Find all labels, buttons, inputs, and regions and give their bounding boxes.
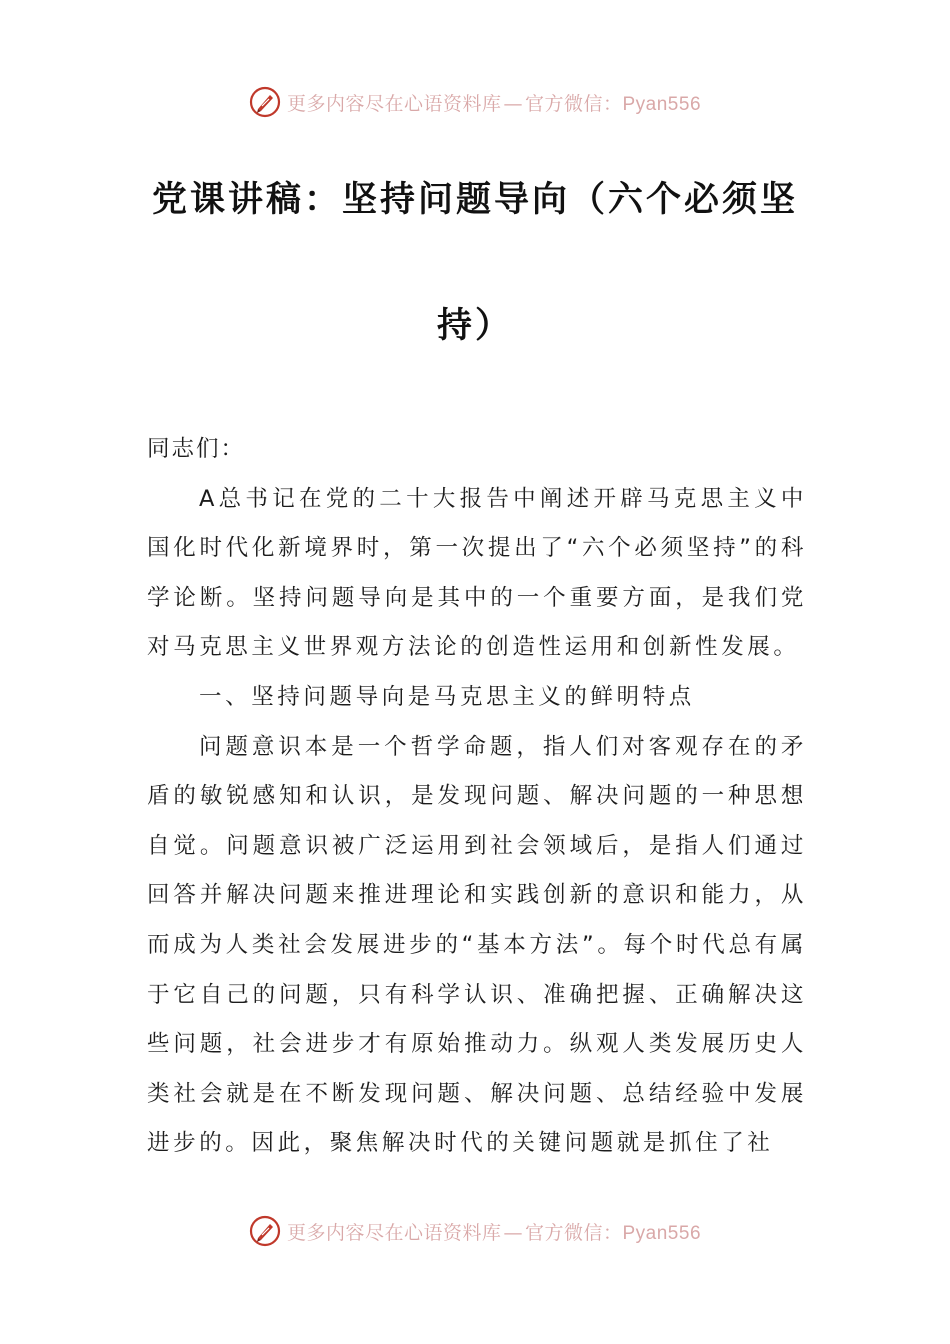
watermark-text: 更多内容尽在心语资料库 — 官方微信：Pyan556 (286, 1221, 702, 1244)
paragraph-2: 问题意识本是一个哲学命题，指人们对客观存在的矛盾的敏锐感知和认识，是发现问题、解决问题的一种思想自觉。问题意识被广泛运用到社会领域后，是指人们通过回答并解决问题来推进理论和实践创新的意识和能力，从而成为人类社会发展进步的“基本方法”。每个时代总有属于它自己的问题，只有科学认识、准确把握、正确解决这些问题，社会进步才有原始推动力。纵观人类发展历史人类社会就是在不断发现问题、解决问题、总结经验中发展进步的。因此，聚焦解决时代的关键问题就是抓住了社 (147, 733, 807, 1157)
watermark-account: Pyan556 (622, 1222, 702, 1244)
watermark-banner-bottom (0, 1211, 950, 1251)
document-body (147, 425, 807, 1169)
pen-logo-icon (249, 1215, 281, 1247)
section-heading-1: 一、坚持问题导向是马克思主义的鲜明特点 (199, 683, 695, 710)
paragraph-1: A总书记在党的二十大报告中阐述开辟马克思主义中国化时代化新境界时，第一次提出了“六个必须坚持”的科学论断。坚持问题导向是其中的一个重要方面，是我们党对马克思主义世界观方法论的创造性运用和创新性发展。 (147, 485, 807, 661)
watermark-banner-top (0, 82, 950, 122)
watermark-text: 更多内容尽在心语资料库 — 官方微信：Pyan556 (286, 92, 702, 115)
watermark-account: Pyan556 (622, 93, 702, 115)
document-title-line-1: 党课讲稿：坚持问题导向（六个必须坚 (151, 180, 798, 220)
pen-logo-icon (249, 86, 281, 118)
greeting: 同志们： (147, 436, 246, 462)
document-title-line-2: 持） (436, 306, 513, 346)
